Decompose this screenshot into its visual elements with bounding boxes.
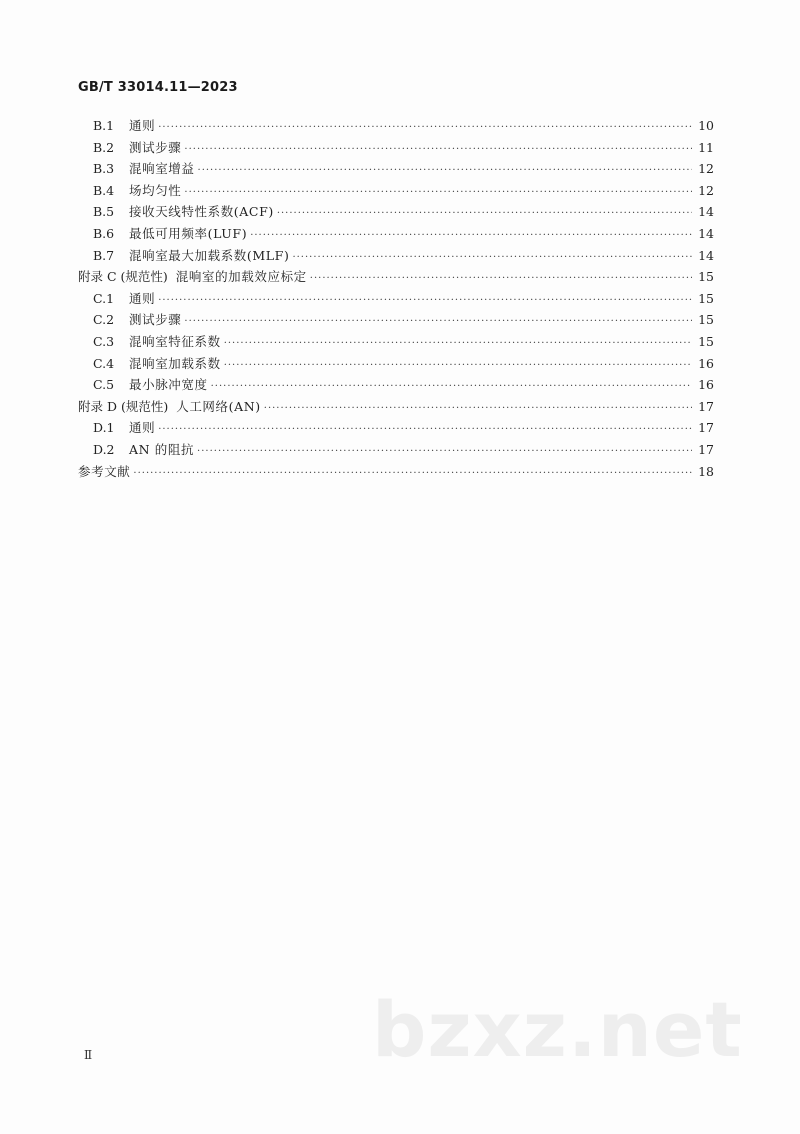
toc-entry-title: 接收天线特性系数(ACF) — [129, 204, 274, 220]
toc-leader-dots — [158, 295, 692, 306]
toc-entry-page: 15 — [698, 312, 714, 328]
toc-entry-d2[interactable] — [78, 440, 714, 462]
toc-entry-c4[interactable] — [78, 354, 714, 376]
toc-entry-title: 混响室最大加载系数(MLF) — [129, 247, 290, 263]
toc-entry-b7[interactable] — [78, 246, 714, 268]
toc-entry-page: 16 — [698, 355, 714, 371]
toc-entry-number: B.5 — [93, 204, 115, 220]
toc-entry-title: 测试步骤 — [129, 139, 182, 155]
toc-entry-number: B.7 — [93, 247, 115, 263]
toc-entry-b6[interactable] — [78, 224, 714, 246]
toc-entry-title: 通则 — [129, 420, 156, 436]
toc-entry-number: D.1 — [93, 420, 115, 436]
toc-entry-number: B.3 — [93, 161, 115, 177]
page-number: Ⅱ — [84, 1048, 93, 1062]
toc-leader-dots — [184, 316, 692, 327]
toc-leader-dots — [197, 446, 692, 457]
toc-leader-dots — [133, 468, 692, 479]
toc-leader-dots — [277, 208, 692, 219]
toc-entry-page: 17 — [698, 441, 714, 457]
toc-entry-page: 15 — [698, 333, 714, 349]
toc-entry-title: 最低可用频率(LUF) — [129, 225, 248, 241]
toc-entry-title: 最小脉冲宽度 — [129, 377, 208, 393]
toc-entry-page: 17 — [698, 420, 714, 436]
toc-entry-title: AN 的阻抗 — [129, 441, 195, 457]
toc-entry-b1[interactable] — [78, 116, 714, 138]
toc-entry-number: B.1 — [93, 118, 115, 133]
toc-leader-dots — [211, 381, 692, 392]
toc-entry-page: 15 — [698, 290, 714, 306]
toc-entry-page: 12 — [698, 161, 714, 177]
toc-entry-title: 测试步骤 — [129, 312, 182, 328]
toc-leader-dots — [224, 338, 692, 349]
toc-entry-title: 混响室的加载效应标定 — [175, 269, 307, 285]
toc-leader-dots — [184, 187, 692, 198]
toc-entry-number: C.2 — [93, 312, 115, 328]
toc-entry-number: D.2 — [93, 441, 115, 457]
toc-entry-page: 14 — [698, 204, 714, 220]
toc-entry-references[interactable] — [78, 462, 714, 484]
document-id-header: GB/T 33014.11—2023 — [78, 80, 238, 95]
toc-entry-c1[interactable] — [78, 289, 714, 311]
toc-entry-appendix-c[interactable] — [78, 267, 714, 289]
toc-leader-dots — [250, 230, 692, 241]
toc-appendix-label: 附录 D (规范性) — [78, 398, 169, 414]
toc-leader-dots — [184, 144, 692, 155]
toc-entry-appendix-d[interactable] — [78, 397, 714, 419]
toc-entry-number: B.6 — [93, 225, 115, 241]
toc-entry-number: B.2 — [93, 139, 115, 155]
toc-leader-dots — [310, 273, 692, 284]
toc-entry-title: 混响室增益 — [129, 161, 195, 177]
toc-entry-page: 14 — [698, 247, 714, 263]
toc-entry-number: C.3 — [93, 333, 115, 349]
toc-entry-number: C.5 — [93, 377, 115, 393]
toc-entry-page: 10 — [698, 118, 714, 133]
toc-leader-dots — [158, 122, 692, 133]
toc-entry-title: 通则 — [129, 290, 156, 306]
toc-entry-d1[interactable] — [78, 418, 714, 440]
toc-entry-page: 15 — [698, 269, 714, 285]
toc-entry-title: 混响室加载系数 — [129, 355, 221, 371]
toc-entry-b4[interactable] — [78, 181, 714, 203]
toc-entry-b3[interactable] — [78, 159, 714, 181]
toc-entry-title: 通则 — [129, 118, 156, 133]
toc-entry-title: 参考文献 — [78, 463, 131, 479]
toc-entry-b5[interactable] — [78, 202, 714, 224]
toc-entry-page: 18 — [698, 463, 714, 479]
toc-leader-dots — [158, 424, 692, 435]
toc-entry-page: 17 — [698, 398, 714, 414]
toc-entry-page: 14 — [698, 225, 714, 241]
toc-appendix-label: 附录 C (规范性) — [78, 269, 168, 285]
toc-leader-dots — [224, 360, 692, 371]
toc-leader-dots — [264, 403, 692, 414]
toc-entry-number: C.1 — [93, 290, 115, 306]
toc-leader-dots — [198, 165, 692, 176]
toc-entry-c2[interactable] — [78, 310, 714, 332]
toc-entry-c3[interactable] — [78, 332, 714, 354]
toc-entry-b2[interactable] — [78, 138, 714, 160]
toc-entry-page: 12 — [698, 182, 714, 198]
site-watermark: bzxz.net — [372, 985, 743, 1074]
toc-entry-title: 混响室特征系数 — [129, 333, 221, 349]
toc-leader-dots — [292, 252, 692, 263]
toc-entry-number: C.4 — [93, 355, 115, 371]
toc-entry-page: 16 — [698, 377, 714, 393]
toc-entry-number: B.4 — [93, 182, 115, 198]
toc-entry-title: 场均匀性 — [129, 182, 182, 198]
toc-entry-title: 人工网络(AN) — [176, 398, 261, 414]
toc-entry-c5[interactable] — [78, 375, 714, 397]
table-of-contents — [78, 116, 714, 483]
toc-entry-page: 11 — [698, 139, 714, 155]
